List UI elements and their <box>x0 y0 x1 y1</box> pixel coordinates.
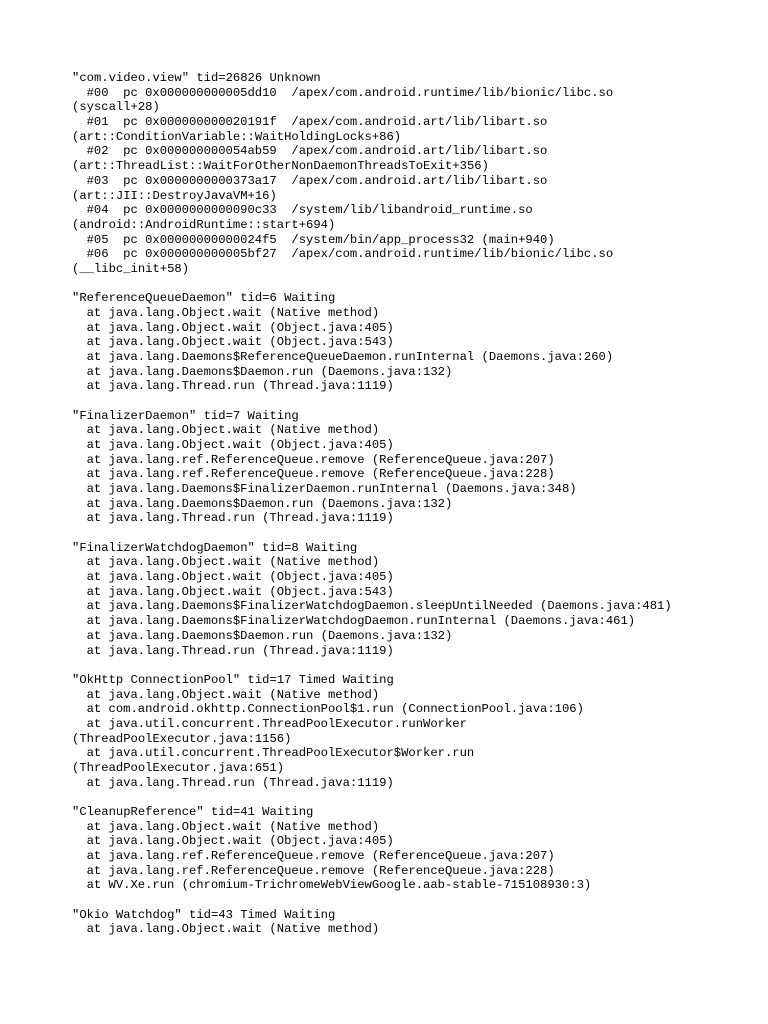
thread-header: "FinalizerDaemon" tid=7 Waiting <box>72 408 299 423</box>
stack-frame-line: at java.lang.Object.wait (Object.java:543) <box>86 584 394 599</box>
stack-frame-continuation: (art::ConditionVariable::WaitHoldingLocks+86) <box>72 129 402 144</box>
stack-frame-line: at java.lang.Thread.run (Thread.java:1119) <box>86 511 394 526</box>
stack-frame-line: at java.lang.ref.ReferenceQueue.remove (ReferenceQueue.java:228) <box>86 863 555 878</box>
thread-block <box>72 409 762 527</box>
stack-frame-line: at java.util.concurrent.ThreadPoolExecutor$Worker.run <box>86 746 475 761</box>
stack-frame-line: at java.lang.Daemons$Daemon.run (Daemons.java:132) <box>86 496 453 511</box>
stack-frame-line: at java.lang.Object.wait (Native method) <box>86 922 380 937</box>
thread-header: "ReferenceQueueDaemon" tid=6 Waiting <box>72 291 336 306</box>
stack-frame-continuation: (android::AndroidRuntime::start+694) <box>72 217 336 232</box>
thread-header: "CleanupReference" tid=41 Waiting <box>72 804 314 819</box>
stack-frame-line: at java.lang.Daemons$Daemon.run (Daemons.java:132) <box>86 364 453 379</box>
stack-frame-line: at java.lang.ref.ReferenceQueue.remove (ReferenceQueue.java:207) <box>86 452 555 467</box>
stack-frame-line: #05 pc 0x00000000000024f5 /system/bin/app_process32 (main+940) <box>86 232 555 247</box>
stack-frame-line: at java.lang.Daemons$FinalizerDaemon.runInternal (Daemons.java:348) <box>86 482 577 497</box>
stack-frame-line: at java.lang.Object.wait (Object.java:405) <box>86 320 394 335</box>
stack-trace-document <box>72 71 762 952</box>
stack-frame-line: at java.lang.Object.wait (Native method) <box>86 555 380 570</box>
thread-header: "FinalizerWatchdogDaemon" tid=8 Waiting <box>72 540 358 555</box>
stack-frame-line: at java.lang.Thread.run (Thread.java:1119) <box>86 643 394 658</box>
stack-frame-line: #06 pc 0x000000000005bf27 /apex/com.android.runtime/lib/bionic/libc.so <box>86 247 614 262</box>
stack-frame-line: at java.lang.Object.wait (Object.java:405) <box>86 834 394 849</box>
stack-frame-line: at com.android.okhttp.ConnectionPool$1.run (ConnectionPool.java:106) <box>86 702 584 717</box>
stack-frame-line: #00 pc 0x000000000005dd10 /apex/com.android.runtime/lib/bionic/libc.so <box>86 85 614 100</box>
stack-frame-line: at java.lang.Object.wait (Native method) <box>86 687 380 702</box>
stack-frame-continuation: (ThreadPoolExecutor.java:1156) <box>72 731 292 746</box>
stack-frame-line: at java.lang.Thread.run (Thread.java:1119) <box>86 775 394 790</box>
thread-block <box>72 673 762 791</box>
stack-frame-line: at java.lang.Thread.run (Thread.java:1119) <box>86 379 394 394</box>
thread-block <box>72 541 762 659</box>
stack-frame-line: at java.lang.Object.wait (Native method) <box>86 819 380 834</box>
stack-frame-line: #02 pc 0x000000000054ab59 /apex/com.android.art/lib/libart.so <box>86 144 548 159</box>
stack-frame-line: #03 pc 0x0000000000373a17 /apex/com.android.art/lib/libart.so <box>86 173 548 188</box>
stack-frame-line: at java.util.concurrent.ThreadPoolExecutor.runWorker <box>86 716 467 731</box>
stack-frame-line: #01 pc 0x000000000020191f /apex/com.android.art/lib/libart.so <box>86 115 548 130</box>
stack-frame-continuation: (__libc_init+58) <box>72 261 190 276</box>
stack-frame-line: at java.lang.ref.ReferenceQueue.remove (ReferenceQueue.java:207) <box>86 848 555 863</box>
stack-frame-continuation: (art::JII::DestroyJavaVM+16) <box>72 188 277 203</box>
stack-frame-line: at java.lang.Object.wait (Native method) <box>86 305 380 320</box>
thread-header: "OkHttp ConnectionPool" tid=17 Timed Waiting <box>72 672 394 687</box>
thread-block <box>72 291 762 394</box>
stack-frame-line: at java.lang.Object.wait (Object.java:405) <box>86 570 394 585</box>
stack-frame-line: at java.lang.Daemons$FinalizerWatchdogDaemon.sleepUntilNeeded (Daemons.java:481) <box>86 599 672 614</box>
stack-frame-line: at java.lang.Object.wait (Object.java:543) <box>86 335 394 350</box>
stack-frame-line: at java.lang.Daemons$ReferenceQueueDaemon.runInternal (Daemons.java:260) <box>86 349 614 364</box>
thread-block <box>72 71 762 277</box>
thread-header: "com.video.view" tid=26826 Unknown <box>72 71 321 85</box>
stack-frame-line: at java.lang.Object.wait (Native method) <box>86 423 380 438</box>
stack-frame-continuation: (ThreadPoolExecutor.java:651) <box>72 760 285 775</box>
thread-block <box>72 908 762 937</box>
stack-frame-continuation: (syscall+28) <box>72 100 160 115</box>
thread-block <box>72 805 762 893</box>
stack-frame-line: at WV.Xe.run (chromium-TrichromeWebViewGoogle.aab-stable-715108930:3) <box>86 878 592 893</box>
stack-frame-line: at java.lang.ref.ReferenceQueue.remove (ReferenceQueue.java:228) <box>86 467 555 482</box>
stack-frame-line: at java.lang.Object.wait (Object.java:405) <box>86 438 394 452</box>
stack-frame-line: #04 pc 0x0000000000090c33 /system/lib/libandroid_runtime.so <box>86 203 533 218</box>
stack-frame-line: at java.lang.Daemons$Daemon.run (Daemons.java:132) <box>86 628 453 643</box>
stack-frame-line: at java.lang.Daemons$FinalizerWatchdogDaemon.runInternal (Daemons.java:461) <box>86 614 636 629</box>
thread-header: "Okio Watchdog" tid=43 Timed Waiting <box>72 907 336 922</box>
stack-frame-continuation: (art::ThreadList::WaitForOtherNonDaemonThreadsToExit+356) <box>72 159 489 174</box>
